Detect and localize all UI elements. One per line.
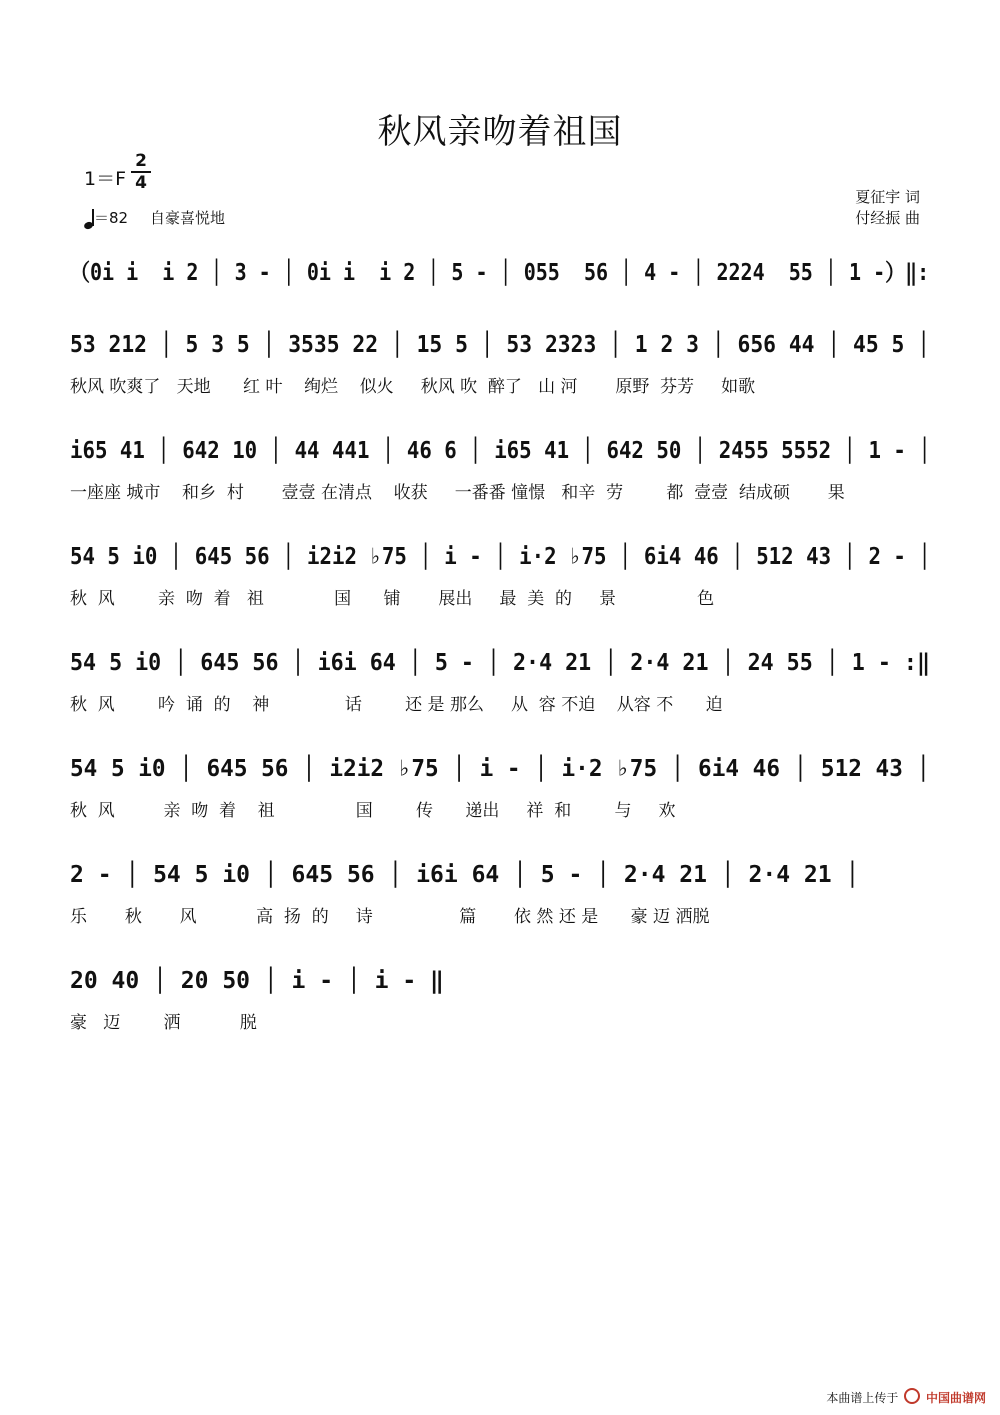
notation-line: 54 5 i0 │ 645 56 │ i2i2 ♭75 │ i - │ i·2 ♭75 │ 6i4 46 │ 512 43 │ 2 - │ [70,544,931,570]
lyrics-line: 一座座 城市 和乡 村 壹壹 在清点 收获 一番番 憧憬 和辛 劳 都 壹壹 结成硕 果 [70,483,845,503]
notation-line: 54 5 i0 │ 645 56 │ i6i 64 │ 5 - │ 2·4 21 │ 2·4 21 │ 24 55 │ 1 - :‖ [70,650,931,676]
notation-line: 2 - │ 54 5 i0 │ 645 56 │ i6i 64 │ 5 - │ 2·4 21 │ 2·4 21 │ [70,862,860,888]
lyrics-line: 秋 风 亲 吻 着 祖 国 铺 展出 最 美 的 景 色 [70,589,715,609]
song-title: 秋风亲吻着祖国 [377,112,623,152]
expression-marking: 自豪喜悦地 [150,209,226,227]
footer-text: 本曲谱上传于 [826,1391,899,1405]
notation-line: i65 41 │ 642 10 │ 44 441 │ 46 6 │ i65 41 │ 642 50 │ 2455 5552 │ 1 - │ [70,438,931,464]
time-signature [131,153,151,192]
notation-line: 54 5 i0 │ 645 56 │ i2i2 ♭75 │ i - │ i·2 ♭75 │ 6i4 46 │ 512 43 │ [70,756,931,782]
site-logo-icon [904,1388,920,1404]
time-signature-denominator: 4 [135,173,147,193]
notation-line: 53 212 │ 5 3 5 │ 3535 22 │ 15 5 │ 53 2323 │ 1 2 3 │ 656 44 │ 45 5 │ [70,332,931,358]
upload-footer [826,1388,986,1406]
lyrics-line: 豪 迈 洒 脱 [70,1013,257,1033]
notation-line: 20 40 │ 20 50 │ i - │ i - ‖ [70,968,444,994]
notation-line: （0i i i 2 │ 3 - │ 0i i i 2 │ 5 - │ 055 56 │ 4 - │ 2224 55 │ 1 -）‖: [70,260,930,286]
lyrics-line: 秋 风 吟 诵 的 神 话 还 是 那么 从 容 不迫 从容 不 迫 [70,695,723,715]
lyricist: 夏征宇 词 [855,188,920,206]
lyrics-line: 秋风 吹爽了 天地 红 叶 绚烂 似火 秋风 吹 醉了 山 河 原野 芬芳 如歌 [70,377,756,397]
composer: 付经振 曲 [855,209,920,227]
tempo-marking [84,207,128,229]
time-signature-numerator: 2 [131,153,151,173]
lyrics-line: 秋 风 亲 吻 着 祖 国 传 递出 祥 和 与 欢 [70,801,676,821]
lyrics-line: 乐 秋 风 高 扬 的 诗 篇 依 然 还 是 豪 迈 洒脱 [70,907,710,927]
key-signature: 1＝F [84,168,127,190]
quarter-note-icon [84,209,94,229]
credits [855,187,920,229]
tempo-value: ＝82 [94,209,129,227]
footer-brand: 中国曲谱网 [925,1391,986,1405]
